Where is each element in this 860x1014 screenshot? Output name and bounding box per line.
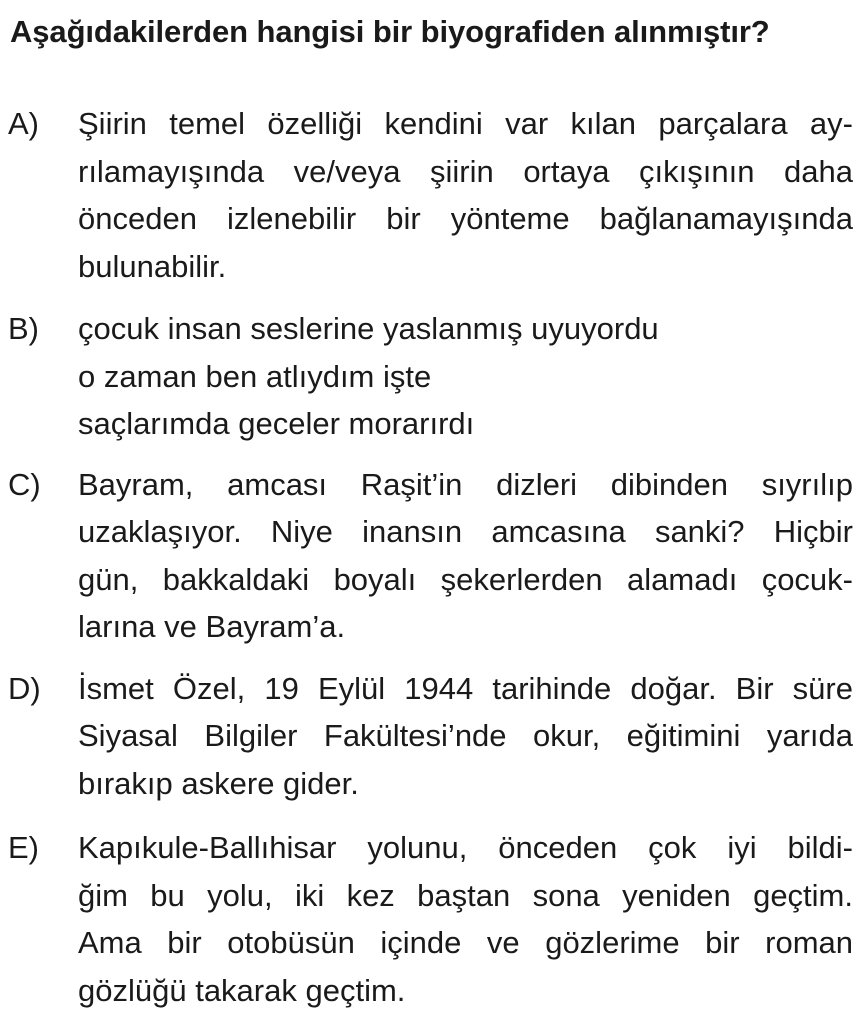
answer-options xyxy=(8,100,853,1014)
option-line: ğim bu yolu, iki kez baştan sona yeniden geçtim. xyxy=(78,872,853,920)
option-text xyxy=(78,824,853,1014)
option-line: Bayram, amcası Raşit’in dizleri dibinden sıyrılıp xyxy=(78,461,853,509)
option-letter: C) xyxy=(8,461,78,509)
option-text xyxy=(78,461,853,651)
question-text: Aşağıdakilerden hangisi bir biyografiden alınmıştır? xyxy=(10,14,770,50)
option-letter: B) xyxy=(8,305,78,353)
option-line: Şiirin temel özelliği kendini var kılan parçalara ay- xyxy=(78,100,853,148)
option-line: İsmet Özel, 19 Eylül 1944 tarihinde doğar. Bir süre xyxy=(78,665,853,713)
option-line: saçlarımda geceler morarırdı xyxy=(78,400,853,448)
option-line: Siyasal Bilgiler Fakültesi’nde okur, eğitimini yarıda xyxy=(78,712,853,760)
option-line: çocuk insan seslerine yaslanmış uyuyordu xyxy=(78,305,853,353)
option-line: uzaklaşıyor. Niye inansın amcasına sanki? Hiçbir xyxy=(78,508,853,556)
option-line: bulunabilir. xyxy=(78,243,853,291)
option-line: larına ve Bayram’a. xyxy=(78,603,853,651)
option-b[interactable] xyxy=(8,305,853,448)
option-a[interactable] xyxy=(8,100,853,290)
option-c[interactable] xyxy=(8,461,853,651)
option-e[interactable] xyxy=(8,824,853,1014)
option-d[interactable] xyxy=(8,665,853,808)
option-text xyxy=(78,100,853,290)
option-line: gün, bakkaldaki boyalı şekerlerden alamadı çocuk- xyxy=(78,556,853,604)
option-letter: D) xyxy=(8,665,78,713)
option-line: Kapıkule-Ballıhisar yolunu, önceden çok iyi bildi- xyxy=(78,824,853,872)
option-line: önceden izlenebilir bir yönteme bağlanamayışında xyxy=(78,195,853,243)
option-letter: E) xyxy=(8,824,78,872)
option-line: gözlüğü takarak geçtim. xyxy=(78,967,853,1014)
option-text xyxy=(78,305,853,448)
option-line: Ama bir otobüsün içinde ve gözlerime bir roman xyxy=(78,919,853,967)
option-line: bırakıp askere gider. xyxy=(78,760,853,808)
option-line: o zaman ben atlıydım işte xyxy=(78,353,853,401)
option-line: rılamayışında ve/veya şiirin ortaya çıkışının daha xyxy=(78,148,853,196)
option-text xyxy=(78,665,853,808)
option-letter: A) xyxy=(8,100,78,148)
